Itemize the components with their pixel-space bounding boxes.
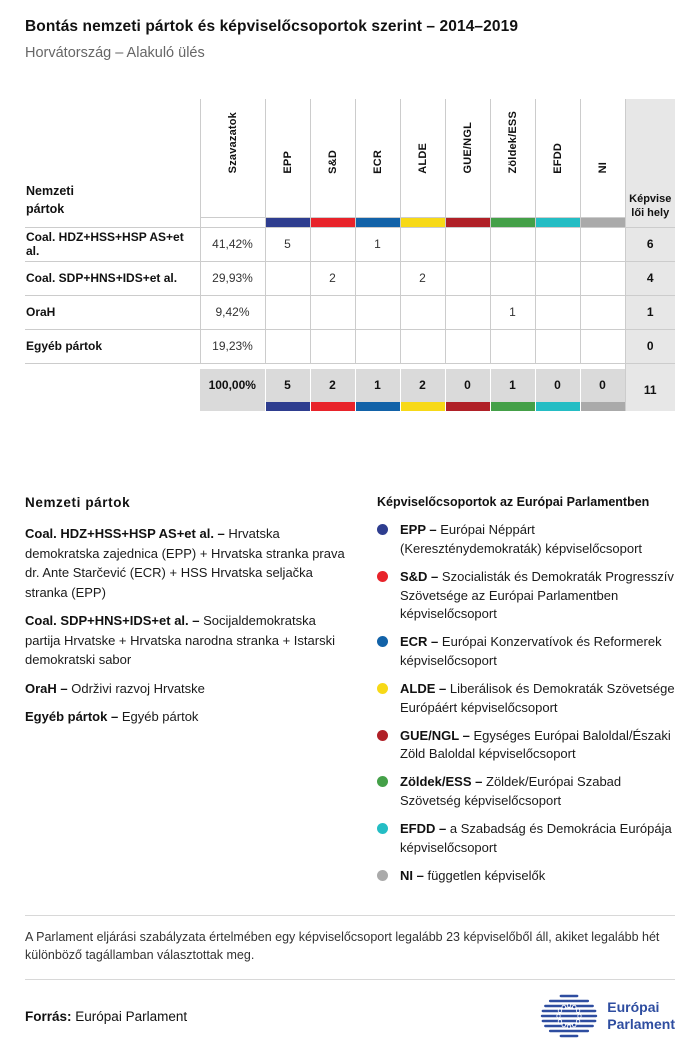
- alde-color-bar: [401, 218, 445, 227]
- ecr-color-bar: [356, 402, 400, 411]
- group-cell: [355, 295, 400, 329]
- group-cell: [580, 227, 625, 261]
- guengl-color-bar: [446, 218, 490, 227]
- total-seats-cell: 11: [625, 369, 675, 411]
- party-name-cell: Egyéb pártok: [25, 329, 200, 363]
- ecr-color-bar: [356, 218, 400, 227]
- group-cell: [310, 295, 355, 329]
- group-cell: [400, 227, 445, 261]
- efdd-color-bar: [536, 218, 580, 227]
- ep-hemicycle-icon: [540, 994, 598, 1038]
- col-header-efdd: EFDD: [535, 99, 580, 217]
- guengl-color-bar: [446, 402, 490, 411]
- group-cell: [310, 227, 355, 261]
- seat-count-cell: 6: [625, 227, 675, 261]
- group-cell: [445, 295, 490, 329]
- zoldek-color-bar: [491, 402, 535, 411]
- group-cell: [580, 329, 625, 363]
- group-cell: [445, 329, 490, 363]
- legend-item: Coal. HDZ+HSS+HSP AS+et al. – Hrvatska demokratska zajednica (EPP) + Hrvatska stranka prava dr. Ante Starčević (ECR) + HSS Hrvatska seljačka stranka (EPP): [25, 526, 345, 600]
- group-cell: [265, 261, 310, 295]
- group-cell: [355, 329, 400, 363]
- alde-color-bar: [401, 402, 445, 411]
- group-cell: [535, 227, 580, 261]
- group-cell: 1: [355, 227, 400, 261]
- page-subtitle: Horvátország – Alakuló ülés: [25, 45, 205, 61]
- group-cell: 2: [310, 261, 355, 295]
- political-groups-heading: Képviselőcsoportok az Európai Parlamentben: [377, 495, 650, 509]
- group-cell: [310, 329, 355, 363]
- seat-count-cell: 1: [625, 295, 675, 329]
- total-group-cell: 0: [535, 369, 580, 411]
- legend-item: Egyéb pártok – Egyéb pártok: [25, 709, 199, 724]
- group-cell: [580, 295, 625, 329]
- group-cell: [490, 261, 535, 295]
- ni-color-bar: [581, 218, 625, 227]
- legend-item: NI – független képviselők: [377, 867, 675, 886]
- ecr-color-dot-icon: [377, 636, 388, 647]
- group-cell: [400, 329, 445, 363]
- source-value: Európai Parlament: [75, 1008, 188, 1024]
- legend-item: GUE/NGL – Egységes Európai Baloldal/Északi Zöld Baloldal képviselőcsoport: [377, 727, 675, 765]
- col-header-szavazatok: Szavazatok: [200, 99, 265, 217]
- ep-logo-text: Európai Parlament: [607, 999, 675, 1032]
- total-group-cell: 1: [490, 369, 535, 411]
- group-cell: [400, 295, 445, 329]
- source-label: Forrás:: [25, 1008, 72, 1024]
- legend-item: Zöldek/ESS – Zöldek/Európai Szabad Szövetség képviselőcsoport: [377, 773, 675, 811]
- group-cell: 5: [265, 227, 310, 261]
- efdd-color-dot-icon: [377, 823, 388, 834]
- total-row: [25, 369, 675, 411]
- source-row: [25, 994, 675, 1038]
- sd-color-bar: [311, 402, 355, 411]
- party-name-cell: Coal. HDZ+HSS+HSP AS+et al.: [25, 227, 200, 261]
- ni-color-bar: [581, 402, 625, 411]
- votes-cell: 9,42%: [200, 295, 265, 329]
- table-row: [25, 295, 675, 329]
- legend-item: S&D – Szocialisták és Demokraták Progresszív Szövetsége az Európai Parlamentben képviselőcsoport: [377, 568, 675, 625]
- col-header-ecr: ECR: [355, 99, 400, 217]
- results-table: [25, 99, 675, 411]
- table-row: [25, 329, 675, 363]
- sd-color-bar: [311, 218, 355, 227]
- col-header-seats: Képviselői hely: [625, 99, 675, 227]
- political-groups-legend: [377, 495, 675, 895]
- col-header-alde: ALDE: [400, 99, 445, 217]
- col-header-zoldek-ess: Zöldek/ESS: [490, 99, 535, 217]
- legend-item: OraH – Održivi razvoj Hrvatske: [25, 680, 205, 696]
- col-header-epp: EPP: [265, 99, 310, 217]
- group-cell: [580, 261, 625, 295]
- seat-count-cell: 4: [625, 261, 675, 295]
- table-row: [25, 227, 675, 261]
- sd-color-dot-icon: [377, 571, 388, 582]
- ni-color-dot-icon: [377, 870, 388, 881]
- legend-item: EFDD – a Szabadság és Demokrácia Európája képviselőcsoport: [377, 820, 675, 858]
- national-parties-legend: [25, 495, 349, 895]
- alde-color-dot-icon: [377, 683, 388, 694]
- efdd-color-bar: [536, 402, 580, 411]
- total-group-cell: 1: [355, 369, 400, 411]
- guengl-color-dot-icon: [377, 730, 388, 741]
- footnote: A Parlament eljárási szabályzata értelmében egy képviselőcsoport legalább 23 képviselőből áll, akiket legalább hét különböző tagállamban választottak meg.: [25, 915, 675, 981]
- european-parliament-logo: [540, 994, 675, 1038]
- zoldek-color-dot-icon: [377, 776, 388, 787]
- epp-color-dot-icon: [377, 524, 388, 535]
- votes-bar-spacer: [200, 217, 265, 227]
- seat-count-cell: 0: [625, 329, 675, 363]
- votes-cell: 29,93%: [200, 261, 265, 295]
- votes-cell: 19,23%: [200, 329, 265, 363]
- total-group-cell: 0: [445, 369, 490, 411]
- col-header-ni: NI: [580, 99, 625, 217]
- group-cell: [535, 261, 580, 295]
- party-name-cell: Coal. SDP+HNS+IDS+et al.: [25, 261, 200, 295]
- group-cell: 2: [400, 261, 445, 295]
- national-parties-heading: Nemzeti pártok: [25, 495, 131, 510]
- group-cell: [535, 295, 580, 329]
- group-cell: [265, 329, 310, 363]
- legend-item: EPP – Európai Néppárt (Kereszténydemokraták) képviselőcsoport: [377, 521, 675, 559]
- epp-color-bar: [266, 218, 310, 227]
- source-text: [25, 1009, 187, 1024]
- total-group-cell: 2: [400, 369, 445, 411]
- legend-item: ALDE – Liberálisok és Demokraták Szövetsége Európáért képviselőcsoport: [377, 680, 675, 718]
- page-title: Bontás nemzeti pártok és képviselőcsoportok szerint – 2014–2019: [25, 18, 519, 35]
- legend-item: Coal. SDP+HNS+IDS+et al. – Socijaldemokratska partija Hrvatske + Hrvatska narodna stranka + Istarski demokratski sabor: [25, 613, 335, 667]
- group-cell: [535, 329, 580, 363]
- total-votes-cell: 100,00%: [200, 369, 265, 411]
- legend-item: ECR – Európai Konzervatívok és Reformerek képviselőcsoport: [377, 633, 675, 671]
- legend-section: [25, 495, 675, 895]
- group-cell: [445, 261, 490, 295]
- row-header-nemzeti-partok: Nemzeti pártok: [25, 99, 200, 227]
- group-cell: [355, 261, 400, 295]
- group-cell: [490, 329, 535, 363]
- total-group-cell: 0: [580, 369, 625, 411]
- group-cell: [445, 227, 490, 261]
- epp-color-bar: [266, 402, 310, 411]
- col-header-guengl: GUE/NGL: [445, 99, 490, 217]
- group-cell: [490, 227, 535, 261]
- party-name-cell: OraH: [25, 295, 200, 329]
- group-cell: 1: [490, 295, 535, 329]
- group-cell: [265, 295, 310, 329]
- col-header-sd: S&D: [310, 99, 355, 217]
- total-group-cell: 2: [310, 369, 355, 411]
- total-group-cell: 5: [265, 369, 310, 411]
- table-row: [25, 261, 675, 295]
- zoldek-color-bar: [491, 218, 535, 227]
- votes-cell: 41,42%: [200, 227, 265, 261]
